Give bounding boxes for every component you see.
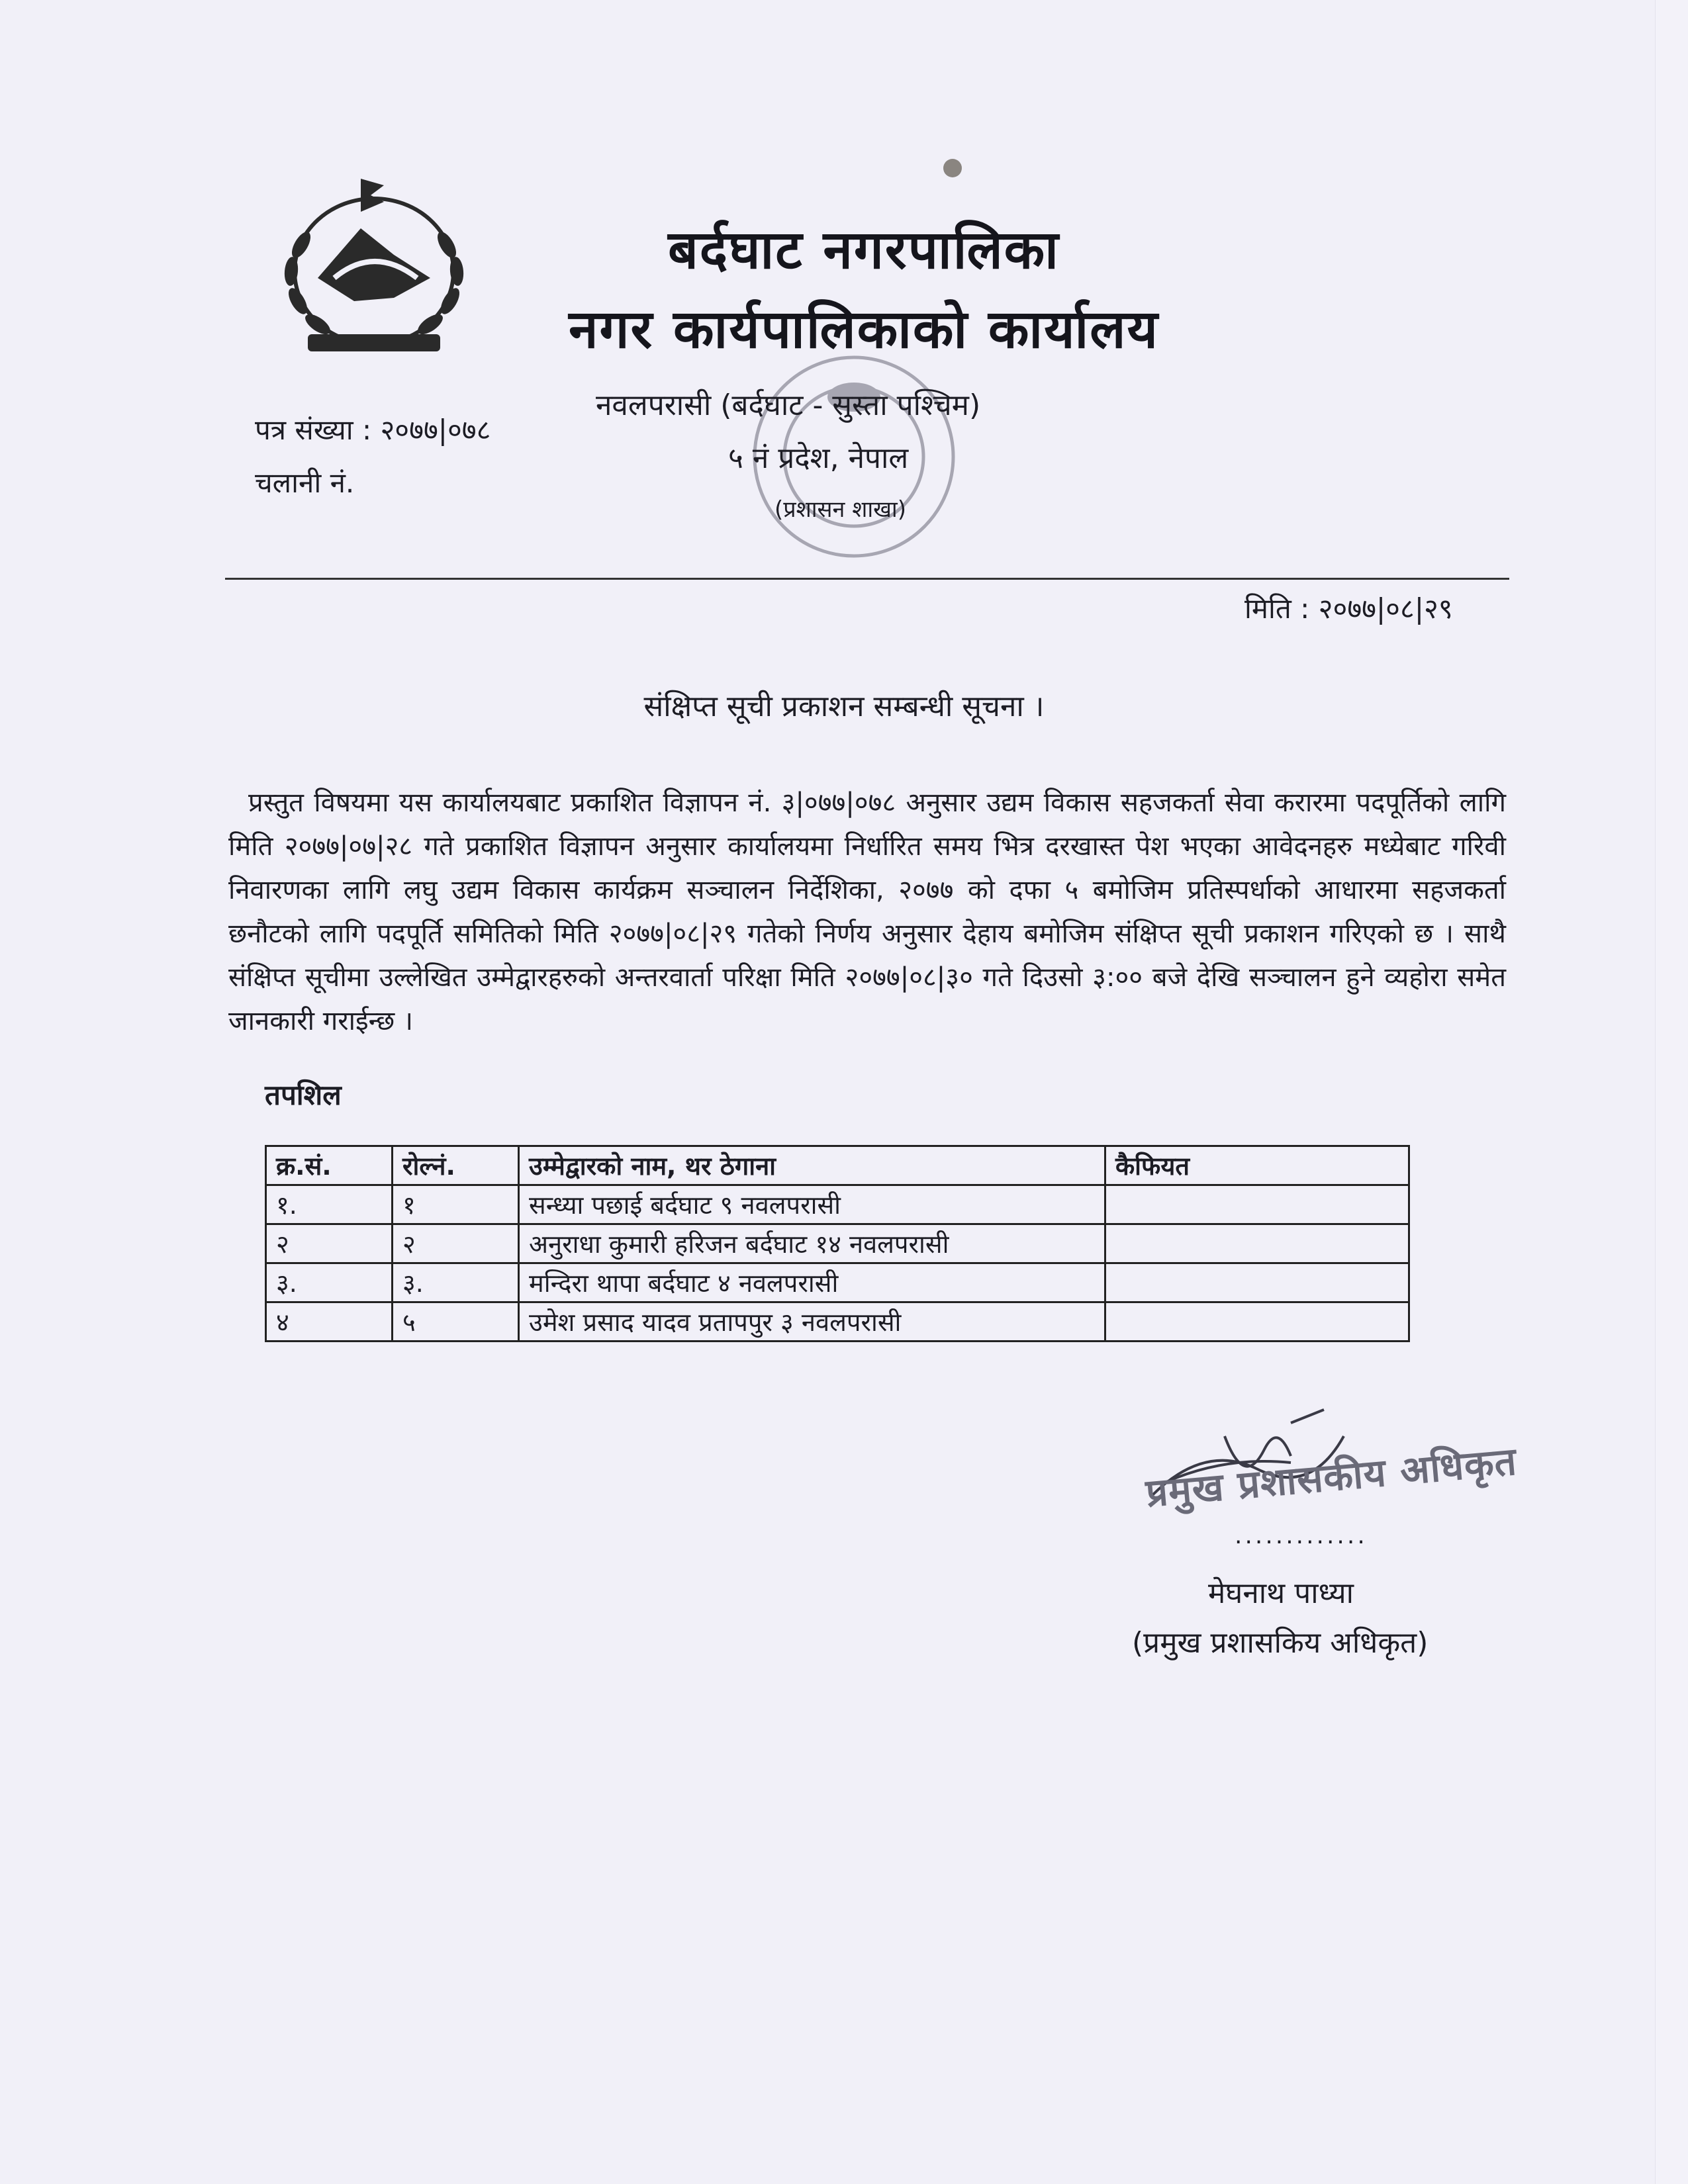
header-candidate: उम्मेद्वारको नाम, थर ठेगाना (519, 1146, 1105, 1185)
cell-roll: ५ (393, 1302, 519, 1342)
table-row (266, 1263, 1409, 1302)
address-branch: (प्रशासन शाखा) (774, 496, 907, 523)
municipality-name: बर्दघाट नगरपालिका (668, 219, 1060, 281)
notice-body: प्रस्तुत विषयमा यस कार्यालयबाट प्रकाशित विज्ञापन नं. ३|०७७|०७८ अनुसार उद्यम विकास सहजकर्ता सेवा करारमा पदपूर्तिको लागि मिति २०७७|०७|२८ गते प्रकाशित विज्ञापन अनुसार कार्यालयमा निर्धारित समय भित्र दरखास्त पेश भएका आवेदनहरु मध्येबाट गरिवी निवारणका लागि लघु उद्यम विकास कार्यक्रम सञ्चालन निर्देशिका, २०७७ को दफा ५ बमोजिम प्रतिस्पर्धाको आधारमा सहजकर्ता छनौटको लागि पदपूर्ति समितिको मिति २०७७|०८|२९ गतेको निर्णय अनुसार देहाय बमोजिम संक्षिप्त सूची प्रकाशन गरिएको छ । साथै संक्षिप्त सूचीमा उल्लेखित उम्मेद्वारहरुको अन्तरवार्ता परिक्षा मिति २०७७|०८|३० गते दिउसो ३:०० बजे देखि सञ्चालन हुने व्यहोरा समेत जानकारी गराईन्छ । (228, 788, 1506, 1036)
shortlist-table (265, 1145, 1410, 1342)
header-serial: क्र.सं. (266, 1146, 393, 1185)
header-remarks: कैफियत (1105, 1146, 1409, 1185)
designation-stamp: प्रमुख प्रशासकीय अधिकृत (1144, 1438, 1519, 1516)
cell-remarks (1105, 1224, 1409, 1263)
signatory-designation: (प्रमुख प्रशासकिय अधिकृत) (1132, 1626, 1429, 1660)
cell-remarks (1105, 1185, 1409, 1224)
signature-line: ............. (1235, 1522, 1368, 1549)
table-header-row (266, 1146, 1409, 1185)
cell-candidate: उमेश प्रसाद यादव प्रतापपुर ३ नवलपरासी (519, 1302, 1105, 1342)
cell-remarks (1105, 1263, 1409, 1302)
office-name: नगर कार्यपालिकाको कार्यालय (569, 298, 1159, 360)
cell-candidate: अनुराधा कुमारी हरिजन बर्दघाट १४ नवलपरासी (519, 1224, 1105, 1263)
dispatch-number: चलानी नं. (255, 467, 355, 499)
header-divider (225, 578, 1509, 580)
table-row (266, 1302, 1409, 1342)
cell-serial: १. (266, 1185, 393, 1224)
cell-roll: १ (393, 1185, 519, 1224)
address-district: नवलपरासी (बर्दघाट - सुस्ता पश्चिम) (596, 388, 981, 422)
letter-date: मिति : २०७७|०८|२९ (1244, 592, 1453, 625)
header-roll: रोल्नं. (393, 1146, 519, 1185)
details-label: तपशिल (265, 1079, 342, 1111)
table-row (266, 1185, 1409, 1224)
table-row (266, 1224, 1409, 1263)
notice-subject: संक्षिप्त सूची प्रकाशन सम्बन्धी सूचना । (643, 690, 1045, 723)
cell-serial: ३. (266, 1263, 393, 1302)
address-province: ५ नं प्रदेश, नेपाल (728, 441, 909, 475)
cell-serial: २ (266, 1224, 393, 1263)
cell-remarks (1105, 1302, 1409, 1342)
paper-speck (943, 159, 962, 177)
signatory-name: मेघनाथ पाध्या (1208, 1576, 1354, 1610)
cell-candidate: सन्ध्या पछाई बर्दघाट ९ नवलपरासी (519, 1185, 1105, 1224)
cell-serial: ४ (266, 1302, 393, 1342)
cell-roll: ३. (393, 1263, 519, 1302)
cell-roll: २ (393, 1224, 519, 1263)
cell-candidate: मन्दिरा थापा बर्दघाट ४ नवलपरासी (519, 1263, 1105, 1302)
letter-number: पत्र संख्या : २०७७|०७८ (255, 414, 491, 446)
